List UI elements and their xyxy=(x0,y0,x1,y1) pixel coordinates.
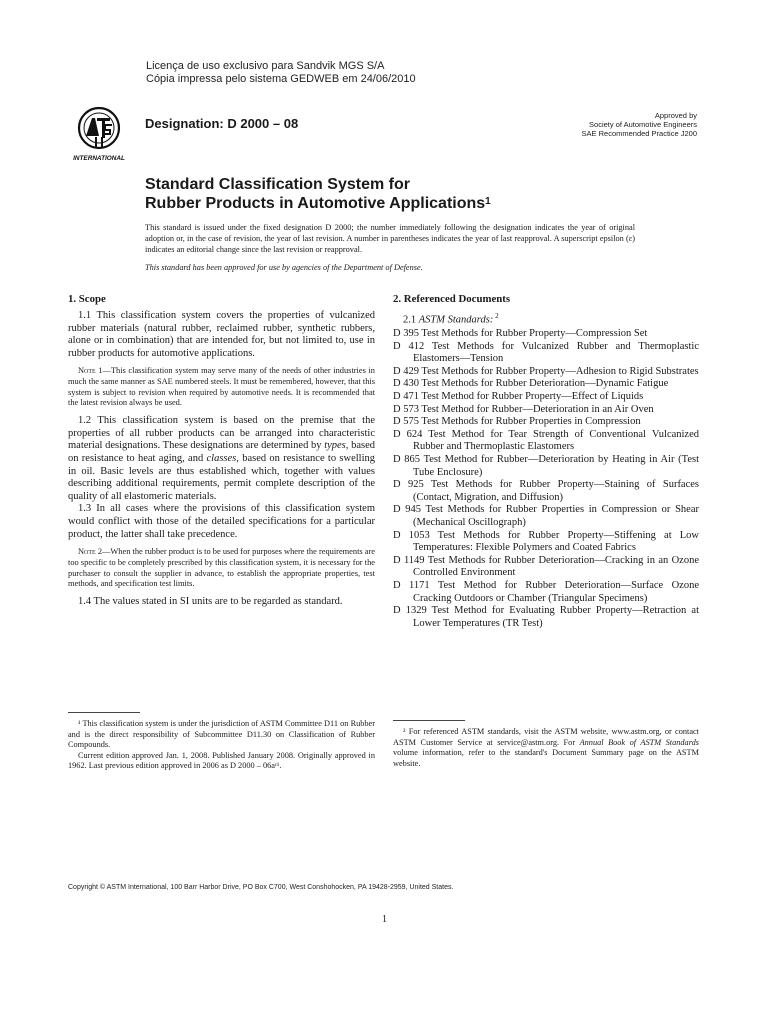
logo-caption: INTERNATIONAL xyxy=(73,155,125,162)
reference-title: Test Methods for Vulcanized Rubber and Thermoplastic Elastomers—Tension xyxy=(413,340,699,365)
reference-code: D 1329 xyxy=(393,605,427,617)
paragraph-1-3: 1.3 In all cases where the provisions of this classification system would conflict with those of the detailed specifications for a particular product, the latter shall take precedence. xyxy=(68,503,375,540)
reference-item xyxy=(393,378,699,391)
astm-logo xyxy=(66,104,132,162)
title-line-1: Standard Classification System for xyxy=(145,176,410,193)
note-1 xyxy=(68,366,375,409)
note-1-label: Note 1 xyxy=(78,366,103,376)
reference-item xyxy=(393,605,699,630)
section-heading-scope: 1. Scope xyxy=(68,293,106,305)
reference-code: D 925 xyxy=(393,479,424,491)
subsection-2-1-footnote-ref: 2 xyxy=(493,312,499,320)
reference-item xyxy=(393,454,699,479)
reference-item xyxy=(393,580,699,605)
reference-title: Test Methods for Rubber Properties in Compression xyxy=(421,416,641,428)
reference-item xyxy=(393,391,699,404)
subsection-2-1 xyxy=(403,310,699,327)
astm-logo-icon xyxy=(66,104,132,162)
footnote-2-b: volume information, refer to the standard's Document Summary page on the ASTM website. xyxy=(393,748,699,768)
reference-item xyxy=(393,479,699,504)
paragraph-1-2-classes: classes xyxy=(206,452,237,464)
reference-code: D 945 xyxy=(393,504,422,516)
license-line-1: Licença de uso exclusivo para Sandvik MGS S/A xyxy=(146,60,385,72)
reference-title: Test Methods for Rubber Property—Stiffening at Low Temperatures: Flexible Polymers and Coated Fabrics xyxy=(413,529,699,554)
approved-line-3: SAE Recommended Practice J200 xyxy=(581,129,697,138)
reference-title: Test Methods for Rubber Property—Compression Set xyxy=(421,328,648,340)
footnotes-right xyxy=(393,720,699,769)
document-title xyxy=(145,175,625,213)
reference-item xyxy=(393,429,699,454)
footnote-rule xyxy=(393,720,465,721)
reference-item xyxy=(393,504,699,529)
reference-title: Test Method for Tear Strength of Conventional Vulcanized Rubber and Thermoplastic Elastomers xyxy=(413,428,700,453)
title-line-2-wrap xyxy=(145,194,625,213)
reference-title: Test Methods for Rubber Property—Staining of Surfaces (Contact, Migration, and Diffusion) xyxy=(413,479,700,503)
dod-note: This standard has been approved for use by agencies of the Department of Defense. xyxy=(145,263,423,272)
approved-line-2: Society of Automotive Engineers xyxy=(589,120,697,129)
standard-note: This standard is issued under the fixed designation D 2000; the number immediately following the designation indicates the year of original adoption or, in the case of revision, the year of last revision. A number in parentheses indicates the year of last reapproval. A superscript epsilon (ε) indicates an editorial change since the last revision or reapproval. xyxy=(145,223,635,255)
license-header xyxy=(146,60,416,86)
reference-title: Test Methods for Rubber Properties in Compression or Shear (Mechanical Oscillograph) xyxy=(413,504,700,528)
subsection-2-1-label: ASTM Standards: xyxy=(418,314,494,326)
right-column xyxy=(393,293,699,630)
paragraph-1-1: 1.1 This classification system covers the properties of vulcanized rubber materials (natural rubber, reclaimed rubber, synthetic rubbers, alone or in combination) that are intended for, but not limited to, use in rubber products for automotive applications. xyxy=(68,310,375,359)
footnote-2 xyxy=(393,727,699,769)
approved-line-1: Approved by xyxy=(654,111,697,120)
reference-code: D 1053 xyxy=(393,529,430,541)
paragraph-1-4: 1.4 The values stated in SI units are to be regarded as standard. xyxy=(78,595,343,607)
paragraph-1-2-b: , based on resistance to heat aging, and xyxy=(68,440,375,464)
reference-code: D 624 xyxy=(393,428,423,440)
reference-code: D 575 xyxy=(393,416,419,428)
reference-item xyxy=(393,366,699,379)
section-heading-referenced-documents: 2. Referenced Documents xyxy=(393,293,511,305)
note-1-text: —This classification system may serve many of the needs of other industries in much the same manner as SAE numbered steels. It must be remembered, however, that this system is subject to revision when required by automotive needs. It is recommended that the latest revision always be used. xyxy=(68,366,375,408)
reference-title: Test Methods for Rubber Deterioration—Cracking in an Ozone Controlled Environment xyxy=(413,554,699,579)
reference-item xyxy=(393,404,699,417)
title-footnote-ref: 1 xyxy=(485,196,491,207)
page-number: 1 xyxy=(382,914,387,925)
title-line-2: Rubber Products in Automotive Applications xyxy=(145,195,486,212)
note-2-text: —When the rubber product is to be used for purposes where the requirements are too specific to be completely prescribed by this classification system, it is necessary for the purchaser to consult the supplier in advance, to establish the appropriate properties, test methods, and specification test limits. xyxy=(68,547,375,589)
reference-code: D 1171 xyxy=(393,579,430,591)
reference-code: D 429 xyxy=(393,365,419,377)
paragraph-1-2-c: , based on resistance to swelling in oil. Basic levels are thus established which, together with values describing additional requirements, permit complete description of the quality of all elastomeric materials. xyxy=(68,452,375,502)
reference-title: Test Methods for Rubber Property—Adhesion to Rigid Substrates xyxy=(421,365,699,377)
reference-item xyxy=(393,341,699,366)
reference-title: Test Method for Rubber Deterioration—Surface Ozone Cracking Outdoors or Chamber (Triangular Specimens) xyxy=(413,579,700,604)
footnote-1-a: ¹ This classification system is under the jurisdiction of ASTM Committee D11 on Rubber and is the direct responsibility of Subcommittee D11.30 on Classification of Rubber Compounds. xyxy=(68,719,375,750)
reference-title: Test Methods for Rubber Deterioration—Dynamic Fatigue xyxy=(421,378,669,390)
footnotes-left xyxy=(68,712,375,772)
license-line-2: Cópia impressa pelo sistema GEDWEB em 24/06/2010 xyxy=(146,73,416,85)
reference-item xyxy=(393,555,699,580)
subsection-2-1-number: 2.1 xyxy=(403,314,419,326)
paragraph-1-2 xyxy=(68,415,375,503)
paragraph-1-2-types: types xyxy=(324,440,346,452)
reference-code: D 471 xyxy=(393,391,419,403)
reference-item xyxy=(393,530,699,555)
reference-code: D 865 xyxy=(393,454,421,466)
footnote-2-book: Annual Book of ASTM Standards xyxy=(579,737,700,747)
note-2 xyxy=(68,547,375,590)
reference-title: Test Method for Rubber—Deterioration by Heating in Air (Test Tube Enclosure) xyxy=(413,454,699,478)
footnote-rule xyxy=(68,712,140,713)
reference-code: D 395 xyxy=(393,328,419,340)
reference-title: Test Method for Rubber—Deterioration in an Air Oven xyxy=(421,403,654,415)
reference-code: D 430 xyxy=(393,378,419,390)
copyright-footer: Copyright © ASTM International, 100 Barr Harbor Drive, PO Box C700, West Conshohocken, PA 19428-2959, United States. xyxy=(68,884,454,891)
reference-title: Test Method for Evaluating Rubber Property—Retraction at Lower Temperatures (TR Test) xyxy=(413,605,700,629)
reference-code: D 412 xyxy=(393,340,425,352)
reference-list xyxy=(393,328,699,630)
paragraph-1-2-a: 1.2 This classification system is based on the premise that the properties of all rubber products can be arranged into characteristic material designations. These designations are determined by xyxy=(68,415,375,452)
approved-by-block xyxy=(582,111,697,138)
reference-code: D 1149 xyxy=(393,554,425,566)
note-2-label: Note 2 xyxy=(78,547,103,557)
reference-code: D 573 xyxy=(393,403,419,415)
footnote-2-a: ² For referenced ASTM standards, visit the ASTM website, www.astm.org, or contact ASTM Customer Service at service@astm.org. For xyxy=(393,727,699,747)
footnote-1-b: Current edition approved Jan. 1, 2008. Published January 2008. Originally approved in 1962. Last previous edition approved in 2006 as D 2000 – 06aᵋ¹. xyxy=(68,750,375,771)
reference-item xyxy=(393,416,699,429)
reference-item xyxy=(393,328,699,341)
designation: Designation: D 2000 – 08 xyxy=(145,116,299,131)
reference-title: Test Method for Rubber Property—Effect of Liquids xyxy=(421,391,644,403)
left-column xyxy=(68,293,375,609)
